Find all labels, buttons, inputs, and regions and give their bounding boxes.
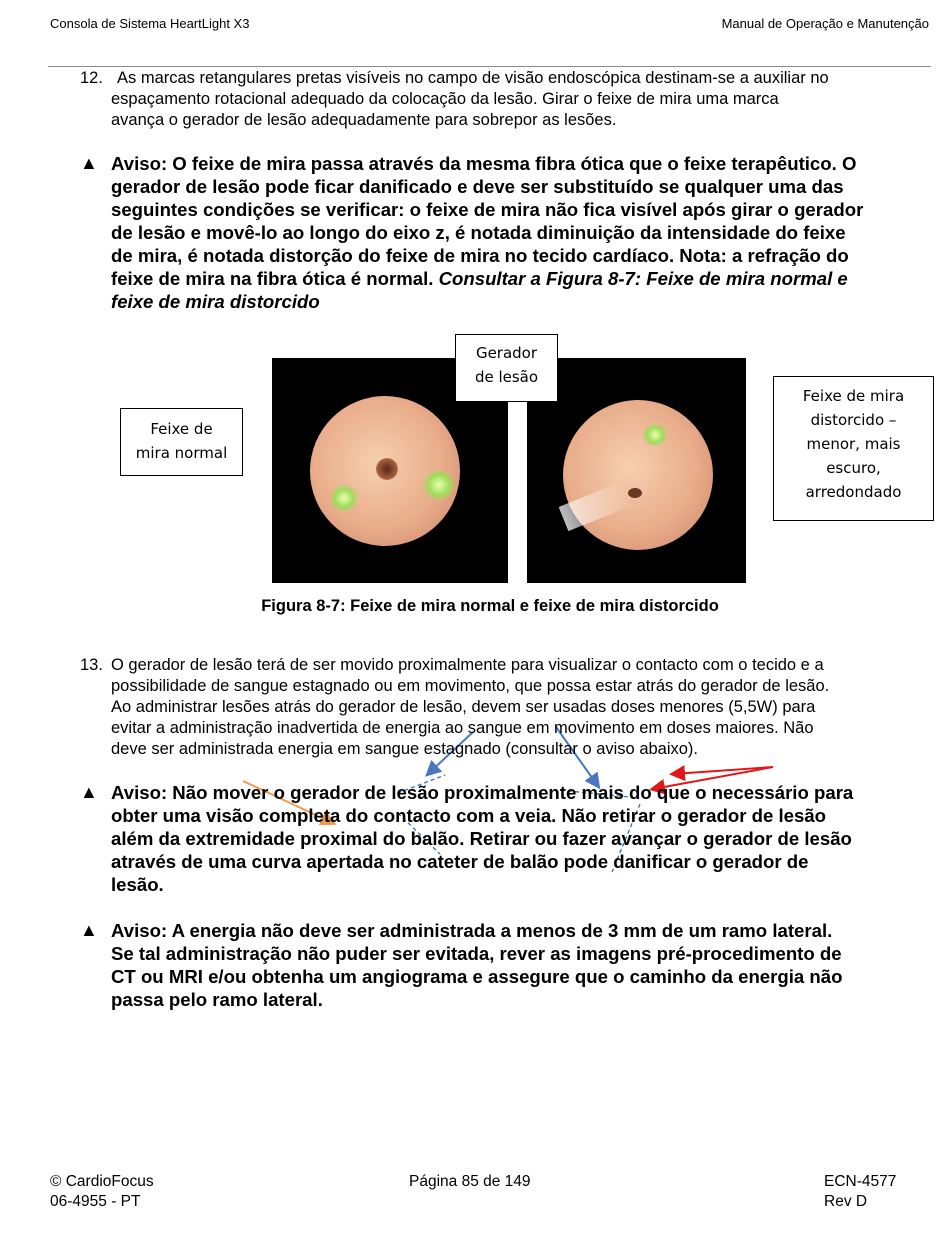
- callout-lesion-generator: [455, 334, 558, 402]
- callout-distorted-beam: [773, 376, 934, 521]
- callout-line: menor, mais: [806, 435, 901, 453]
- step-13-text: [111, 655, 923, 760]
- warning-line: Aviso: A energia não deve ser administrada a menos de 3 mm de um ramo lateral.: [111, 920, 833, 941]
- step-12-line: avança o gerador de lesão adequadamente para sobrepor as lesões.: [111, 111, 617, 129]
- aiming-beam-spot: [642, 424, 668, 446]
- callout-line: Feixe de mira: [802, 387, 905, 405]
- footer-ecn: ECN-4577: [824, 1173, 897, 1190]
- footer-doc-number: 06-4955 - PT: [50, 1193, 141, 1210]
- warning-1-text: [111, 152, 933, 313]
- header-title: Consola de Sistema HeartLight X3: [50, 16, 250, 31]
- footer-copyright: © CardioFocus: [50, 1173, 154, 1190]
- distorted-aiming-beam: [628, 488, 642, 498]
- warning-line: de mira, é notada distorção do feixe de mira no tecido cardíaco. Nota: a refração do: [111, 245, 849, 266]
- callout-line: de lesão: [474, 368, 539, 386]
- warning-line: obter uma visão completa do contacto com a veia. Não retirar o gerador de lesão: [111, 805, 827, 826]
- step-13-line: O gerador de lesão terá de ser movido proximalmente para visualizar o contacto com o tecido e a: [111, 656, 824, 674]
- figure-reference: Consultar a Figura 8-7: Feixe de mira normal e: [438, 268, 848, 289]
- lesion-generator-tip: [376, 458, 398, 480]
- step-13-line: Ao administrar lesões atrás do gerador de lesão, devem ser usadas doses menores (5,5W) para: [111, 698, 816, 716]
- warning-line-text: feixe de mira na fibra ótica é normal.: [111, 268, 439, 289]
- warning-triangle-icon: ▲: [80, 920, 98, 940]
- aiming-beam-reflection: [422, 470, 456, 500]
- warning-line: [111, 267, 933, 290]
- warning-3-text: [111, 919, 933, 1011]
- figure-caption: Figura 8-7: Feixe de mira normal e feixe de mira distorcido: [261, 597, 719, 615]
- header-manual-title: Manual de Operação e Manutenção: [721, 16, 929, 31]
- footer-left: [50, 1172, 154, 1212]
- step-13-line: possibilidade de sangue estagnado ou em movimento, que possa estar atrás do gerador de lesão.: [111, 677, 830, 695]
- callout-line: Gerador: [475, 344, 538, 362]
- step-12-number: 12.: [80, 69, 103, 87]
- warning-line: de lesão e movê-lo ao longo do eixo z, é notada diminuição da intensidade do feixe: [111, 222, 846, 243]
- figure-8-7: [0, 330, 950, 590]
- callout-line: arredondado: [805, 483, 902, 501]
- warning-line: passa pelo ramo lateral.: [111, 989, 323, 1010]
- step-13-line: deve ser administrada energia em sangue estagnado (consultar o aviso abaixo).: [111, 740, 699, 758]
- warning-line: gerador de lesão pode ficar danificado e deve ser substituído se qualquer uma das: [111, 176, 844, 197]
- footer-page-number: Página 85 de 149: [409, 1173, 531, 1190]
- step-13-number: 13.: [80, 656, 103, 674]
- warning-line: Aviso: O feixe de mira passa através da mesma fibra ótica que o feixe terapêutico. O: [111, 153, 857, 174]
- warning-line: lesão.: [111, 874, 164, 895]
- figure-reference-continued: feixe de mira distorcido: [111, 291, 320, 312]
- tissue-view-disc: [563, 400, 713, 550]
- callout-line: distorcido –: [810, 411, 897, 429]
- callout-line: mira normal: [135, 444, 228, 462]
- callout-line: escuro,: [826, 459, 881, 477]
- warning-line: Se tal administração não puder ser evitada, rever as imagens pré-procedimento de: [111, 943, 842, 964]
- footer-right: [824, 1172, 896, 1212]
- step-12-text: [111, 68, 923, 131]
- step-12-line: As marcas retangulares pretas visíveis no campo de visão endoscópica destinam-se a auxiliar no: [117, 69, 829, 87]
- step-12-line: espaçamento rotacional adequado da colocação da lesão. Girar o feixe de mira uma marca: [111, 90, 779, 108]
- warning-line: seguintes condições se verificar: o feixe de mira não fica visível após girar o gerador: [111, 199, 864, 220]
- step-13-line: evitar a administração inadvertida de energia ao sangue em movimento em doses maiores. Não: [111, 719, 814, 737]
- header-divider: [48, 66, 931, 67]
- warning-line: através de uma curva apertada no cateter de balão pode danificar o gerador de: [111, 851, 809, 872]
- footer-revision: Rev D: [824, 1193, 868, 1210]
- aiming-beam-spot: [330, 484, 358, 512]
- warning-line: além da extremidade proximal do balão. Retirar ou fazer avançar o gerador de lesão: [111, 828, 852, 849]
- warning-2-text: [111, 781, 933, 896]
- callout-normal-beam: [120, 408, 243, 476]
- warning-line: CT ou MRI e/ou obtenha um angiograma e assegure que o caminho da energia não: [111, 966, 843, 987]
- endoscope-image-distorted: [527, 358, 746, 583]
- warning-triangle-icon: ▲: [80, 153, 98, 173]
- warning-line: Aviso: Não mover o gerador de lesão proximalmente mais do que o necessário para: [111, 782, 854, 803]
- callout-line: Feixe de: [150, 420, 213, 438]
- warning-triangle-icon: ▲: [80, 782, 98, 802]
